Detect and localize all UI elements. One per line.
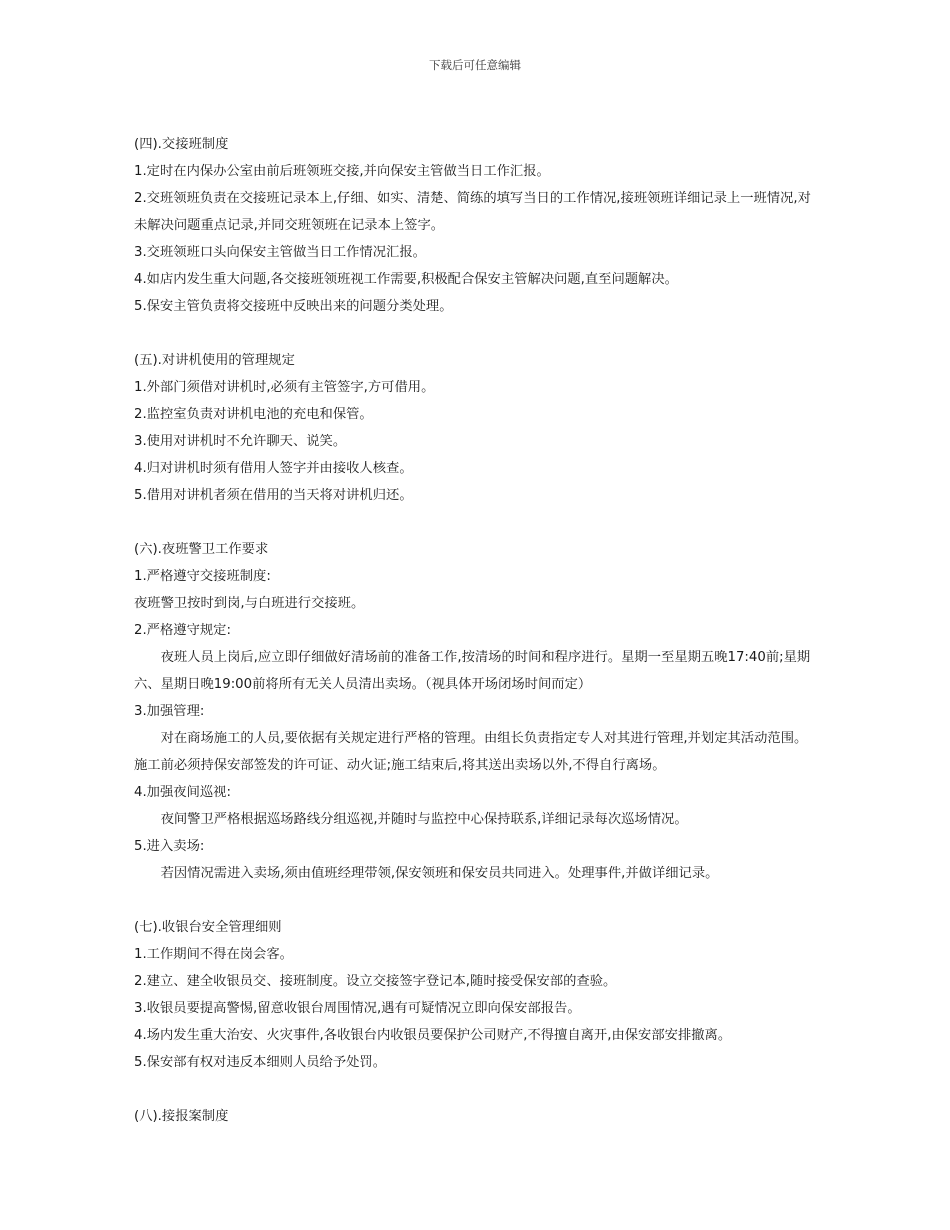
section-night-guard [134, 536, 814, 887]
list-item: 2.监控室负责对讲机电池的充电和保管。 [134, 407, 373, 422]
section-title: (六).夜班警卫工作要求 [134, 542, 269, 557]
section-walkie-talkie [134, 347, 814, 509]
section-title: (七).收银台安全管理细则 [134, 920, 282, 935]
section-cashier-safety [134, 914, 814, 1076]
list-item-detail: 夜间警卫严格根据巡场路线分组巡视,并随时与监控中心保持联系,详细记录每次巡场情况。 [160, 812, 688, 827]
list-item: 3.加强管理: [134, 704, 205, 719]
list-item: 1.外部门须借对讲机时,必须有主管签字,方可借用。 [134, 380, 435, 395]
list-item: 3.使用对讲机时不允许聊天、说笑。 [134, 434, 347, 449]
list-item: 1.工作期间不得在岗会客。 [134, 947, 293, 962]
section-title: (八).接报案制度 [134, 1109, 229, 1124]
section-case-reporting [134, 1103, 814, 1130]
list-item: 3.交班领班口头向保安主管做当日工作情况汇报。 [134, 245, 426, 260]
list-item: 5.借用对讲机者须在借用的当天将对讲机归还。 [134, 488, 413, 503]
list-item: 2.建立、建全收银员交、接班制度。设立交接签字登记本,随时接受保安部的查验。 [134, 974, 617, 989]
list-item: 2.严格遵守规定: [134, 623, 231, 638]
list-item: 3.收银员要提高警惕,留意收银台周围情况,遇有可疑情况立即向保安部报告。 [134, 1001, 581, 1016]
list-item: 5.进入卖场: [134, 839, 205, 854]
page-header: 下载后可任意编辑 [429, 58, 521, 72]
list-item: 5.保安部有权对违反本细则人员给予处罚。 [134, 1055, 387, 1070]
list-item: 1.严格遵守交接班制度: [134, 569, 271, 584]
list-item: 4.如店内发生重大问题,各交接班领班视工作需要,积极配合保安主管解决问题,直至问题解决。 [134, 272, 678, 287]
list-item-detail: 对在商场施工的人员,要依据有关规定进行严格的管理。由组长负责指定专人对其进行管理,并划定其活动范围。施工前必须持保安部签发的许可证、动火证;施工结束后,将其送出卖场以外,不得自行离场。 [134, 731, 808, 773]
list-item-detail: 夜班人员上岗后,应立即仔细做好清场前的准备工作,按清场的时间和程序进行。星期一至星期五晚17:40前;星期六、星期日晚19:00前将所有无关人员清出卖场。（视具体开场闭场时间而定） [134, 650, 811, 692]
section-handover [134, 131, 814, 320]
list-item: 4.场内发生重大治安、火灾事件,各收银台内收银员要保护公司财产,不得擅自离开,由保安部安排撤离。 [134, 1028, 732, 1043]
list-item: 5.保安主管负责将交接班中反映出来的问题分类处理。 [134, 299, 453, 314]
list-item: 4.加强夜间巡视: [134, 785, 231, 800]
list-item: 4.归对讲机时须有借用人签字并由接收人核查。 [134, 461, 413, 476]
list-item: 1.定时在内保办公室由前后班领班交接,并向保安主管做当日工作汇报。 [134, 164, 550, 179]
document-body [134, 131, 814, 1157]
list-item-detail: 若因情况需进入卖场,须由值班经理带领,保安领班和保安员共同进入。处理事件,并做详细记录。 [160, 866, 719, 881]
section-title: (五).对讲机使用的管理规定 [134, 353, 295, 368]
list-item: 2.交班领班负责在交接班记录本上,仔细、如实、清楚、简练的填写当日的工作情况,接班领班详细记录上一班情况,对未解决问题重点记录,并同交班领班在记录本上签字。 [134, 191, 811, 233]
list-item-detail: 夜班警卫按时到岗,与白班进行交接班。 [134, 596, 365, 611]
section-title: (四).交接班制度 [134, 137, 229, 152]
